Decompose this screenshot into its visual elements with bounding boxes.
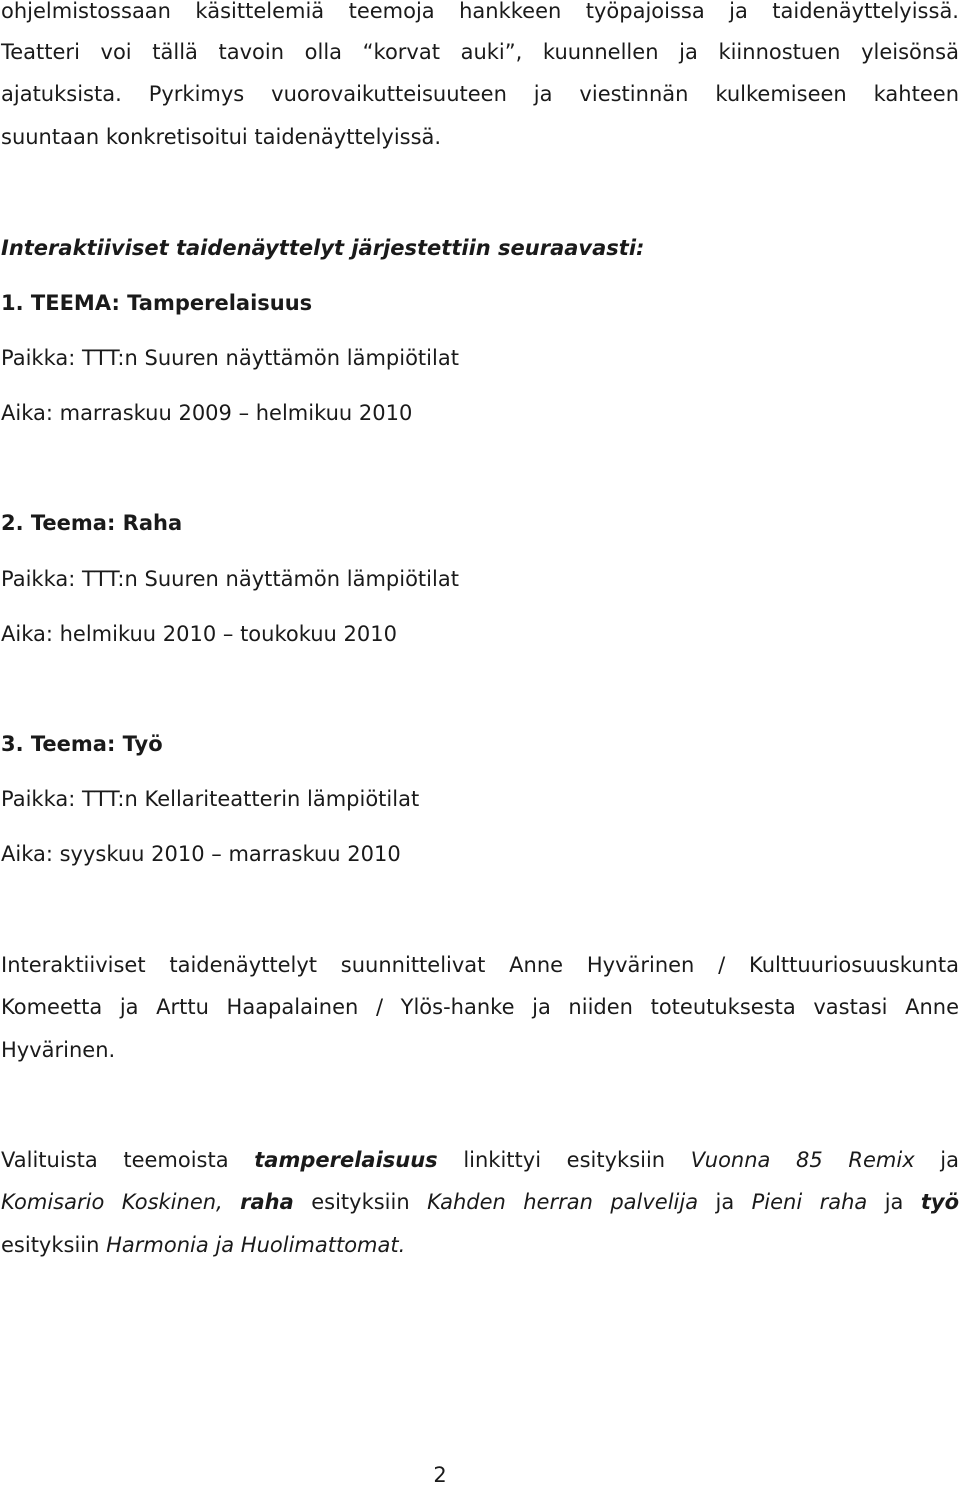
theme-word-tyo: työ — [920, 1190, 959, 1214]
theme-word-tamperelaisuus: tamperelaisuus — [254, 1148, 438, 1172]
credits-line-1: Interaktiiviset taidenäyttelyt suunnittelivat Anne Hyvärinen / Kulttuuriosuuskunta — [1, 953, 959, 977]
intro-line-1: ohjelmistossaan käsittelemiä teemoja hankkeen työpajoissa ja taidenäyttelyissä. — [1, 0, 959, 23]
play-title-komisario-koskinen: Komisario Koskinen, — [1, 1190, 223, 1214]
links-line-1: Valituista teemoista tamperelaisuus linkittyi esityksiin Vuonna 85 Remix ja — [1, 1148, 960, 1172]
theme-3-place: Paikka: TTT:n Kellariteatterin lämpiötilat — [1, 787, 420, 811]
theme-2-time: Aika: helmikuu 2010 – toukokuu 2010 — [1, 622, 397, 646]
theme-word-raha: raha — [240, 1190, 294, 1214]
intro-line-2: Teatteri voi tällä tavoin olla “korvat auki”, kuunnellen ja kiinnostuen yleisönsä — [1, 40, 959, 64]
theme-1-time: Aika: marraskuu 2009 – helmikuu 2010 — [1, 401, 413, 425]
theme-1-title: 1. TEEMA: Tamperelaisuus — [1, 291, 313, 315]
theme-1-place: Paikka: TTT:n Suuren näyttämön lämpiötilat — [1, 346, 459, 370]
exhibitions-heading: Interaktiiviset taidenäyttelyt järjestettiin seuraavasti: — [1, 236, 645, 260]
credits-line-3: Hyvärinen. — [1, 1038, 116, 1062]
intro-line-3: ajatuksista. Pyrkimys vuorovaikutteisuuteen ja viestinnän kulkemiseen kahteen — [1, 82, 959, 106]
credits-line-2: Komeetta ja Arttu Haapalainen / Ylös-hanke ja niiden toteutuksesta vastasi Anne — [1, 995, 959, 1019]
theme-2-title: 2. Teema: Raha — [1, 511, 183, 535]
intro-line-4: suuntaan konkretisoitui taidenäyttelyissä. — [1, 125, 442, 149]
play-title-kahden-herran-palvelija: Kahden herran palvelija — [427, 1190, 699, 1214]
theme-3-time: Aika: syyskuu 2010 – marraskuu 2010 — [1, 842, 401, 866]
play-title-pieni-raha: Pieni raha — [751, 1190, 868, 1214]
links-line-3: esityksiin Harmonia ja Huolimattomat. — [1, 1233, 406, 1257]
page-number: 2 — [433, 1463, 447, 1487]
play-title-vuonna-85-remix: Vuonna 85 Remix — [690, 1148, 915, 1172]
theme-3-title: 3. Teema: Työ — [1, 732, 163, 756]
theme-2-place: Paikka: TTT:n Suuren näyttämön lämpiötilat — [1, 567, 459, 591]
links-line-2: Komisario Koskinen, raha esityksiin Kahden herran palvelija ja Pieni raha ja työ — [1, 1190, 959, 1214]
play-title-harmonia-ja-huolimattomat: Harmonia ja Huolimattomat. — [106, 1233, 406, 1257]
